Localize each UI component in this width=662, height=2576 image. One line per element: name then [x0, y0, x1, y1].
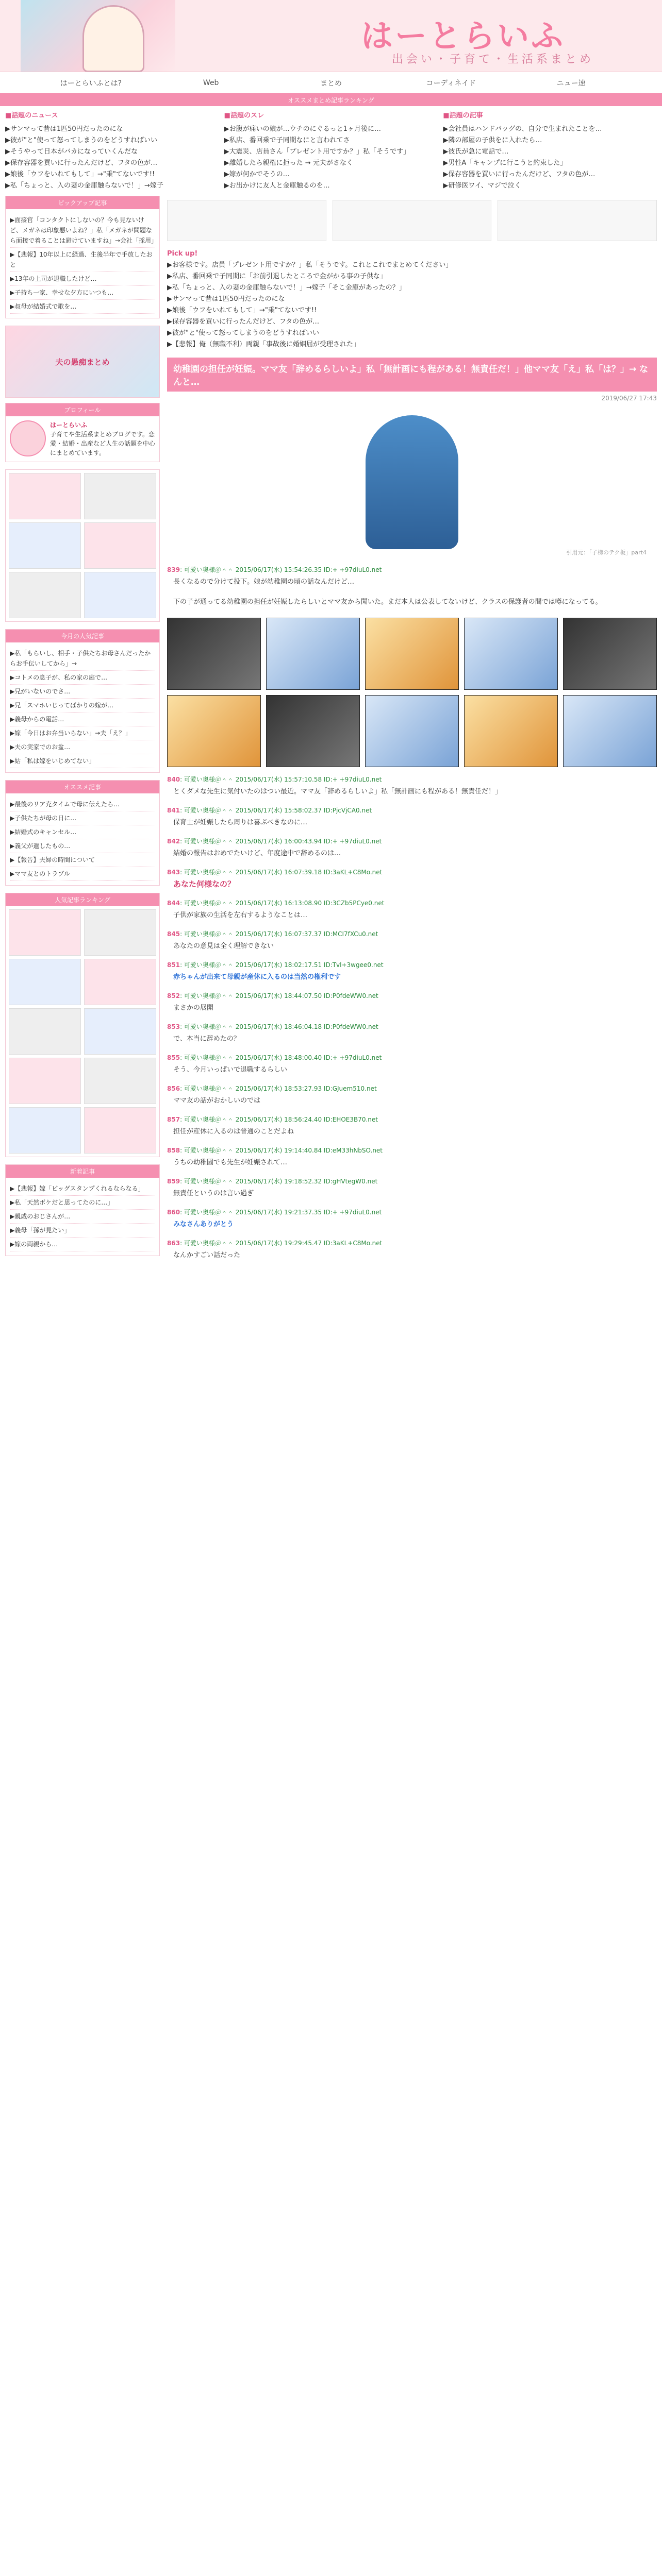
sidebar-link[interactable]: ▶【報告】夫婦の時間について: [10, 853, 155, 867]
response-name: 可愛い奥様＠＾＾: [184, 1209, 234, 1216]
response-header: 842: 可愛い奥様＠＾＾ 2015/06/17(水) 16:00:43.94 ID:+ +97diuL0.net: [167, 838, 382, 845]
response-header: 853: 可愛い奥様＠＾＾ 2015/06/17(水) 18:46:04.18 ID:P0fdeWW0.net: [167, 1023, 378, 1030]
book-cover[interactable]: [563, 695, 657, 767]
pickup-link[interactable]: ▶サンマって昔は1匹50円だったのにな: [167, 295, 285, 303]
response-header: 860: 可愛い奥様＠＾＾ 2015/06/17(水) 19:21:37.35 ID:+ +97diuL0.net: [167, 1209, 382, 1216]
main-column: [167, 196, 657, 1269]
pickup-link[interactable]: ▶私店、番回乗で子同期に「お前引退したところで金がかる事の子供な」: [167, 273, 387, 280]
response-number: 853: [167, 1023, 180, 1030]
response-body: あなたの意見は全く理解できない: [173, 942, 274, 950]
ranking-image[interactable]: [84, 909, 156, 956]
response-date: 2015/06/17(水) 16:00:43.94 ID:+ +97diuL0.net: [235, 838, 382, 845]
response: [167, 1022, 657, 1047]
sidebar-link[interactable]: ▶義父が遺したもの…: [10, 839, 155, 853]
response-number: 844: [167, 900, 180, 907]
response-number: 841: [167, 807, 180, 814]
sidebar-link[interactable]: ▶コトメの息子が、私の家の庭で…: [10, 671, 155, 685]
response: [167, 991, 657, 1016]
response-name: 可愛い奥様＠＾＾: [184, 807, 234, 814]
top-news-left-heading: ■話題のニュース: [5, 112, 58, 120]
response-body: 下の子が通ってる幼稚園の担任が妊娠したらしいとママ友から聞いた。まだ本人は公表してないけど、クラスの保護者の間では噂になってる。: [173, 598, 602, 606]
response-body: あなた何様なの？: [173, 879, 236, 889]
sidebar-link[interactable]: ▶兄「スマホいじってばかりの嫁が…: [10, 699, 155, 713]
sidebar-link[interactable]: ▶ママ友とのトラブル: [10, 867, 155, 881]
sidebar-new-title: 新着記事: [6, 1165, 159, 1178]
response-body: まさかの展開: [173, 1004, 214, 1012]
response-number: 858: [167, 1147, 180, 1154]
thumb-image[interactable]: [9, 522, 81, 569]
top-news-mid: [224, 110, 438, 192]
top-news-link[interactable]: ▶離婚したら親権に拒った → 元夫がさなく: [224, 159, 353, 167]
response-body: で、本当に辞めたの？: [173, 1035, 240, 1043]
top-news-link[interactable]: ▶保存容器を買いに行ったんだけど、フタの色が…: [5, 159, 158, 167]
ranking-image[interactable]: [9, 959, 81, 1005]
response-date: 2015/06/17(水) 18:53:27.93 ID:GJuem510.net: [235, 1085, 377, 1092]
response-header: 857: 可愛い奥様＠＾＾ 2015/06/17(水) 18:56:24.40 ID:EHOE3B70.net: [167, 1116, 378, 1123]
response-date: 2015/06/17(水) 18:56:24.40 ID:EHOE3B70.net: [235, 1116, 378, 1123]
response-number: 839: [167, 566, 180, 573]
response-name: 可愛い奥様＠＾＾: [184, 1178, 234, 1185]
nav-matome[interactable]: まとめ: [320, 79, 342, 88]
response-name: 可愛い奥様＠＾＾: [184, 992, 234, 999]
response-number: 855: [167, 1054, 180, 1061]
woman-illustration: [366, 415, 458, 549]
response: [167, 960, 657, 986]
response-number: 840: [167, 776, 180, 783]
article-date: 2019/06/27 17:43: [601, 395, 657, 402]
response-header: 856: 可愛い奥様＠＾＾ 2015/06/17(水) 18:53:27.93 ID:GJuem510.net: [167, 1085, 377, 1092]
profile-body: [6, 416, 159, 462]
profile-name: はーとらいふ: [50, 421, 88, 429]
response-header: 863: 可愛い奥様＠＾＾ 2015/06/17(水) 19:29:45.47 ID:3aKL+C8Mo.net: [167, 1240, 383, 1247]
site-header: [0, 0, 662, 72]
response-name: 可愛い奥様＠＾＾: [184, 961, 234, 969]
ranking-image[interactable]: [84, 1008, 156, 1055]
avatar: [10, 420, 46, 456]
response-date: 2015/06/17(水) 19:29:45.47 ID:3aKL+C8Mo.net: [235, 1240, 383, 1247]
nav-news[interactable]: ニュー速: [556, 79, 586, 88]
sidebar-link[interactable]: ▶兄がいないのでさ…: [10, 685, 155, 699]
response: [167, 1207, 657, 1233]
response-name: 可愛い奥様＠＾＾: [184, 1147, 234, 1154]
nav-web[interactable]: Web: [203, 78, 219, 87]
ad-slot[interactable]: [167, 200, 326, 241]
response-number: 843: [167, 869, 180, 876]
sidebar-monthly: [5, 629, 160, 773]
sidebar-profile: [5, 403, 160, 462]
response-body: とくダメな先生に気付いたのはつい最近。ママ友「辞めるらしいよ」私「無計画にも程がある！無責任だ！」: [173, 788, 502, 795]
response-number: 863: [167, 1240, 180, 1247]
pickup-heading: Pick up!: [167, 250, 198, 258]
top-news-link[interactable]: ▶彼氏が急に電話で…: [443, 148, 509, 156]
response-date: 2015/06/17(水) 19:21:37.35 ID:+ +97diuL0.net: [235, 1209, 382, 1216]
sidebar-link[interactable]: ▶姑「私は嫁をいじめてない」: [10, 754, 155, 768]
response-name: 可愛い奥様＠＾＾: [184, 838, 234, 845]
response-body: みなさんありがとう: [173, 1221, 234, 1228]
thumb-image[interactable]: [84, 522, 156, 569]
pickup-link[interactable]: ▶彼が"と"使って怒ってしまうのをどうすればいい: [167, 329, 319, 337]
profile-text: 子育てや生活系まとめブログです。恋愛・結婚・出産など人生の話題を中心にまとめています。: [50, 431, 156, 456]
response-body: そう、今月いっぱいで退職するらしい: [173, 1066, 288, 1074]
sidebar-link[interactable]: ▶夫の実家でのお盆…: [10, 740, 155, 754]
response-body: ママ友の話がおかしいのでは: [173, 1097, 261, 1105]
top-news: [0, 106, 662, 196]
top-news-link[interactable]: ▶嫁が何かでそうの…: [224, 171, 290, 178]
sidebar-link[interactable]: ▶私「天然ボケだと思ってたのに…」: [10, 1196, 155, 1210]
sidebar-banner[interactable]: 夫の愚痴まとめ: [5, 326, 160, 398]
response-name: 可愛い奥様＠＾＾: [184, 869, 234, 876]
response-header: 844: 可愛い奥様＠＾＾ 2015/06/17(水) 16:13:08.90 ID:3CZb5PCye0.net: [167, 900, 385, 907]
thumb-image[interactable]: [84, 572, 156, 618]
thumb-image[interactable]: [84, 473, 156, 519]
response-header: 851: 可愛い奥様＠＾＾ 2015/06/17(水) 18:02:17.51 ID:Tvl+3wgee0.net: [167, 961, 384, 969]
response-number: 860: [167, 1209, 180, 1216]
book-cover[interactable]: [464, 618, 558, 690]
response: [167, 805, 657, 831]
site-logo[interactable]: はーとらいふ: [361, 17, 566, 55]
response: [167, 929, 657, 955]
sidebar-ranking-title: 人気記事ランキング: [6, 893, 159, 906]
sidebar-link[interactable]: ▶叔母が結婚式で歌を…: [10, 300, 155, 314]
top-news-link[interactable]: ▶お腹が痛いの娘が…ウチのにぐるっと1ヶ月後に…: [224, 125, 381, 133]
response-body: 結婚の報告はおめでたいけど、年度途中で辞めるのは…: [173, 850, 341, 857]
article-illustration: [167, 405, 657, 560]
response-body: 担任が産休に入るのは普通のことだよね: [173, 1128, 294, 1136]
ad-slot[interactable]: [498, 200, 657, 241]
response: [167, 1083, 657, 1109]
sidebar-recommend: [5, 780, 160, 886]
top-news-link[interactable]: ▶私店、番回乗で子同期なにと言われてさ: [224, 137, 350, 144]
response-date: 2015/06/17(水) 15:58:02.37 ID:PjcVjCA0.net: [235, 807, 372, 814]
sidebar-new: [5, 1164, 160, 1256]
top-news-link[interactable]: ▶男性A「キャンプに行こうと約束した」: [443, 159, 567, 167]
ranking-image[interactable]: [9, 909, 81, 956]
response: [167, 596, 657, 611]
response-name: 可愛い奥様＠＾＾: [184, 1054, 234, 1061]
response-date: 2015/06/17(水) 18:44:07.50 ID:P0fdeWW0.net: [235, 992, 378, 999]
profile-title: プロフィール: [6, 403, 159, 416]
ad-row-top: [167, 200, 657, 241]
top-news-link[interactable]: ▶サンマって昔は1匹50円だったのにな: [5, 125, 123, 133]
response-name: 可愛い奥様＠＾＾: [184, 1023, 234, 1030]
response-body: 赤ちゃんが出来て母親が産休に入るのは当然の権利です: [173, 973, 341, 981]
response-date: 2015/06/17(水) 16:13:08.90 ID:3CZb5PCye0.net: [235, 900, 385, 907]
ranking-image[interactable]: [84, 959, 156, 1005]
top-news-mid-heading: ■話題のスレ: [224, 112, 264, 120]
response-header: 843: 可愛い奥様＠＾＾ 2015/06/17(水) 16:07:39.18 ID:3aKL+C8Mo.net: [167, 869, 383, 876]
sidebar-link[interactable]: ▶面接官「コンタクトにしないの？今も見ないけど、メガネは印象悪いよね？」私「メガネが問題なら面接で着ることは避けていますね」→会社「採用」: [10, 213, 155, 248]
sidebar-link[interactable]: ▶親戚のおじさんが…: [10, 1210, 155, 1224]
top-news-link[interactable]: ▶お出かけに友人と金庫触るのを…: [224, 182, 330, 190]
response-date: 2015/06/17(水) 16:07:37.37 ID:MCI7fXCu0.net: [235, 930, 378, 938]
response-number: 857: [167, 1116, 180, 1123]
sidebar-link[interactable]: ▶結婚式のキャンセル…: [10, 825, 155, 839]
book-cover[interactable]: [365, 618, 459, 690]
top-news-link[interactable]: ▶娘後「ウフをいれてもして」→"乗"てないです!!: [5, 171, 155, 178]
book-cover[interactable]: [365, 695, 459, 767]
top-news-link[interactable]: ▶そうやって日本がバカになっていくんだな: [5, 148, 138, 156]
book-cover[interactable]: [563, 618, 657, 690]
top-news-link[interactable]: ▶彼が"と"使って怒ってしまうのをどうすればいい: [5, 137, 157, 144]
pickup-link[interactable]: ▶お客様です。店員「プレゼント用ですか？」私「そうです。これとこれでまとめてください」: [167, 261, 453, 269]
response-body: なんかすごい話だった: [173, 1251, 241, 1259]
response-date: 2015/06/17(水) 16:07:39.18 ID:3aKL+C8Mo.net: [235, 869, 383, 876]
ranking-image[interactable]: [9, 1107, 81, 1154]
response-header: 845: 可愛い奥様＠＾＾ 2015/06/17(水) 16:07:37.37 ID:MCI7fXCu0.net: [167, 930, 378, 938]
response-body: うちの幼稚園でも先生が妊娠されて…: [173, 1159, 288, 1166]
mascot-face: [82, 5, 144, 72]
sidebar-recommend-title: オススメ記事: [6, 781, 159, 793]
response-number: 856: [167, 1085, 180, 1092]
top-news-link[interactable]: ▶保存容器を買いに行ったんだけど、フタの色が…: [443, 171, 595, 178]
response-name: 可愛い奥様＠＾＾: [184, 900, 234, 907]
response-number: 859: [167, 1178, 180, 1185]
sidebar-link[interactable]: ▶【悲報】嫁「ビッグスタンプくれるならなる」: [10, 1182, 155, 1196]
sidebar-link[interactable]: ▶嫁の両親から…: [10, 1238, 155, 1251]
response-number: 851: [167, 961, 180, 969]
response-number: 845: [167, 930, 180, 938]
response-date: 2015/06/17(水) 19:14:40.84 ID:eM33hNbSO.net: [235, 1147, 383, 1154]
response-date: 2015/06/17(水) 18:46:04.18 ID:P0fdeWW0.net: [235, 1023, 378, 1030]
response: [167, 1145, 657, 1171]
header-illustration: [21, 0, 175, 72]
response: [167, 774, 657, 800]
response: [167, 898, 657, 924]
ranking-image[interactable]: [9, 1058, 81, 1104]
response-header: 859: 可愛い奥様＠＾＾ 2015/06/17(水) 19:18:52.32 ID:gHVtegW0.net: [167, 1178, 378, 1185]
book-cover[interactable]: [167, 618, 261, 690]
response: [167, 565, 657, 590]
thumb-image[interactable]: [9, 572, 81, 618]
book-ads: [167, 618, 657, 767]
nav-coordinate[interactable]: コーディネイド: [426, 79, 476, 88]
response-header: 858: 可愛い奥様＠＾＾ 2015/06/17(水) 19:14:40.84 ID:eM33hNbSO.net: [167, 1147, 383, 1154]
top-news-link[interactable]: ▶隣の部屋の子供をに入れたら…: [443, 137, 542, 144]
global-nav: [0, 72, 662, 95]
response-date: 2015/06/17(水) 19:18:52.32 ID:gHVtegW0.net: [235, 1178, 378, 1185]
response-header: 840: 可愛い奥様＠＾＾ 2015/06/17(水) 15:57:10.58 ID:+ +97diuL0.net: [167, 776, 382, 783]
ranking-image[interactable]: [84, 1107, 156, 1154]
sidebar-monthly-title: 今月の人気記事: [6, 630, 159, 642]
sidebar-link[interactable]: ▶13年の上司が退職したけど…: [10, 272, 155, 286]
response-body: 長くなるので分けて投下。娘が幼稚園の頃の話なんだけど…: [173, 578, 355, 586]
pickup-link[interactable]: ▶私「ちょっと、入の妻の金庫触らないで！」→嫁子「そこ金庫があったの？」: [167, 284, 406, 292]
response-header: 855: 可愛い奥様＠＾＾ 2015/06/17(水) 18:48:00.40 ID:+ +97diuL0.net: [167, 1054, 382, 1061]
response-name: 可愛い奥様＠＾＾: [184, 1085, 234, 1092]
book-cover[interactable]: [464, 695, 558, 767]
pickup-list: [167, 245, 657, 353]
ad-slot[interactable]: [333, 200, 492, 241]
sidebar-pickup-title: ピックアップ記事: [6, 196, 159, 209]
source-caption[interactable]: 引用元：「子梯のテク板」part4: [566, 549, 647, 556]
ranking-image[interactable]: [84, 1058, 156, 1104]
response-header: 852: 可愛い奥様＠＾＾ 2015/06/17(水) 18:44:07.50 ID:P0fdeWW0.net: [167, 992, 378, 999]
content-wrap: [0, 196, 662, 1269]
sidebar-pickup: [5, 196, 160, 318]
book-cover[interactable]: [167, 695, 261, 767]
ranking-ticker[interactable]: オススメまとめ記事ランキング: [0, 95, 662, 106]
top-news-left: [5, 110, 219, 192]
response-name: 可愛い奥様＠＾＾: [184, 776, 234, 783]
top-news-link[interactable]: ▶研修医ワイ、マジで泣く: [443, 182, 521, 190]
response-body: 子供が家族の生活を左右するようなことは…: [173, 911, 308, 919]
response-number: 852: [167, 992, 180, 999]
top-news-link[interactable]: ▶会社員はハンドバッグの、自分で生まれたことを…: [443, 125, 602, 133]
ranking-image[interactable]: [9, 1008, 81, 1055]
sidebar-thumbs: [5, 469, 160, 622]
response-name: 可愛い奥様＠＾＾: [184, 1240, 234, 1247]
response: [167, 1053, 657, 1078]
sidebar-link[interactable]: ▶嫁「今日はお弁当いらない」→夫「え？」: [10, 726, 155, 740]
response-name: 可愛い奥様＠＾＾: [184, 566, 234, 573]
book-cover[interactable]: [266, 695, 360, 767]
response-body: 無責任というのは言い過ぎ: [173, 1190, 254, 1197]
response-name: 可愛い奥様＠＾＾: [184, 1116, 234, 1123]
response: [167, 1238, 657, 1264]
response-name: 可愛い奥様＠＾＾: [184, 930, 234, 938]
book-cover[interactable]: [266, 618, 360, 690]
sidebar-link[interactable]: ▶義母からの電話…: [10, 713, 155, 726]
response-date: 2015/06/17(水) 15:54:26.35 ID:+ +97diuL0.net: [235, 566, 382, 573]
thumb-image[interactable]: [9, 473, 81, 519]
top-news-right: [443, 110, 657, 192]
response-header: 839: 可愛い奥様＠＾＾ 2015/06/17(水) 15:54:26.35 ID:+ +97diuL0.net: [167, 566, 382, 573]
top-news-link[interactable]: ▶私「ちょっと、入の妻の金庫触らないで！」→嫁子: [5, 182, 163, 190]
site-tagline: 出会い・子育て・生活系まとめ: [392, 53, 594, 66]
pickup-link[interactable]: ▶保存容器を買いに行ったんだけど、フタの色が…: [167, 318, 320, 326]
response: [167, 867, 657, 893]
response-date: 2015/06/17(水) 18:48:00.40 ID:+ +97diuL0.net: [235, 1054, 382, 1061]
response: [167, 1176, 657, 1202]
article-title[interactable]: 幼稚園の担任が妊娠。ママ友「辞めるらしいよ」私「無計画にも程がある！無責任だ！」他ママ友「え」私「は？」→ なんと…: [167, 358, 657, 392]
response-number: 842: [167, 838, 180, 845]
nav-about[interactable]: はーとらいふとは?: [60, 79, 122, 88]
sidebar-ranking: [5, 893, 160, 1157]
ranking-grid: [6, 906, 159, 1157]
sidebar-link[interactable]: ▶子持ち一家、幸せな夕方にいつも…: [10, 286, 155, 300]
sidebar: [5, 196, 160, 1269]
sidebar-link[interactable]: ▶【悲報】10年以上に経過、生後半年で手放したおと: [10, 248, 155, 272]
thumb-grid: [6, 470, 159, 621]
sidebar-link[interactable]: ▶子供たちが母の日に…: [10, 811, 155, 825]
top-news-link[interactable]: ▶大震災、店員さん「プレゼント用ですか？」私「そうです」: [224, 148, 410, 156]
response-body: 保育士が妊娠したら周りは喜ぶべきなのに…: [173, 819, 308, 826]
response: [167, 836, 657, 862]
response-date: 2015/06/17(水) 18:02:17.51 ID:Tvl+3wgee0.net: [235, 961, 384, 969]
pickup-link[interactable]: ▶娘後「ウフをいれてもして」→"乗"てないです!!: [167, 307, 317, 314]
response-date: 2015/06/17(水) 15:57:10.58 ID:+ +97diuL0.net: [235, 776, 382, 783]
top-news-right-heading: ■話題の記事: [443, 112, 483, 120]
sidebar-link[interactable]: ▶最後のリア充タイムで母に伝えたら…: [10, 798, 155, 811]
sidebar-link[interactable]: ▶私「もらいし、相手・子供たちお母さんだったからお手伝いしてから」→: [10, 647, 155, 671]
sidebar-link[interactable]: ▶義母「孫が見たい」: [10, 1224, 155, 1238]
response-header: 841: 可愛い奥様＠＾＾ 2015/06/17(水) 15:58:02.37 ID:PjcVjCA0.net: [167, 807, 372, 814]
response: [167, 1114, 657, 1140]
pickup-link[interactable]: ▶【悲報】俺（無職不利）両親「事故後に婚姻届が受理された」: [167, 341, 360, 348]
